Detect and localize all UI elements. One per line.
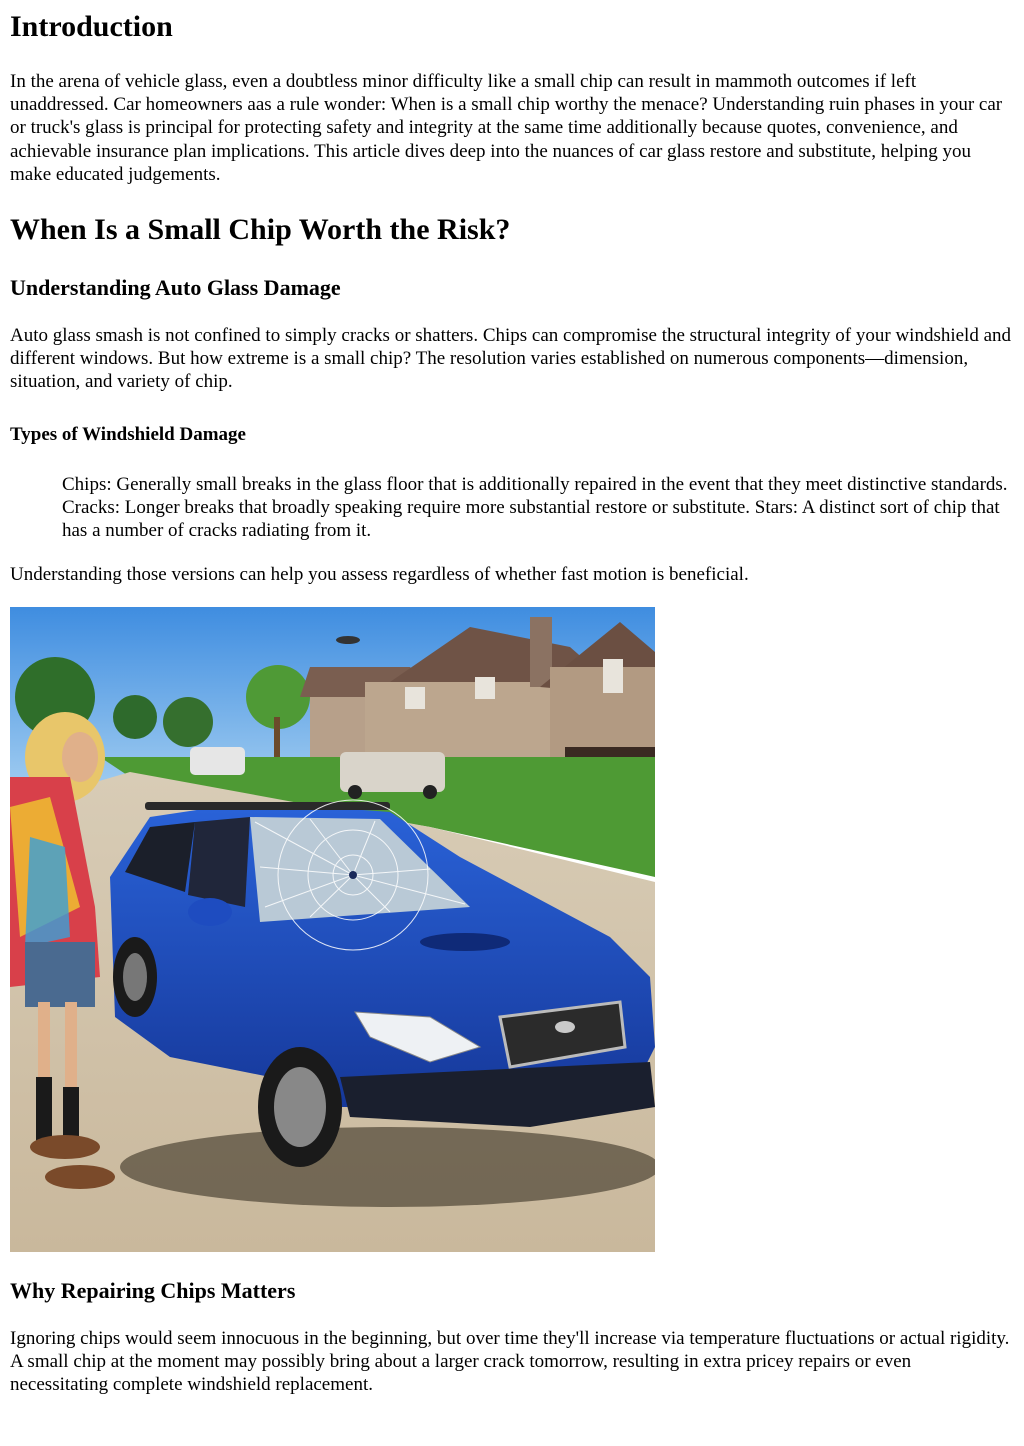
person-shoe <box>45 1165 115 1189</box>
person-shoe <box>30 1135 100 1159</box>
intro-paragraph: In the arena of vehicle glass, even a doubtless minor difficulty like a small chip can result in mammoth outcomes if left unaddressed. Car homeowners aas a rule wonder: When is a small chip worthy the menace? Understanding ruin phases in your car or truck's glass is principal for protecting safety and integrity at the same time additionally because quotes, convenience, and achievable insurance plan implications. This article dives deep into the nuances of car glass restore and substitute, helping you make educated judgements. <box>10 71 1003 185</box>
front-rim <box>274 1067 326 1147</box>
types-blockquote: Chips: Generally small breaks in the glass floor that is additionally repaired in the event that they meet distinctive standards. Cracks: Longer breaks that broadly speaking require more substantial restore or substitute. Stars: A distinct sort of chip that has a number of cracks radiating from it. <box>62 474 1008 542</box>
tree-trunk <box>274 717 280 762</box>
person-shorts <box>25 942 95 1007</box>
chimney <box>530 617 552 687</box>
wheel <box>348 785 362 799</box>
intro-heading: Introduction <box>10 10 173 43</box>
why-paragraph: Ignoring chips would seem innocuous in the beginning, but over time they'll increase via temperature fluctuations or actual rigidity. A small chip at the moment may possibly bring about a larger crack tomorrow, resulting in extra pricey repairs or even necessitating complete windshield replacement. <box>10 1328 1010 1396</box>
person-face <box>62 732 98 782</box>
hood-scoop <box>420 933 510 951</box>
car-shadow <box>120 1127 655 1207</box>
wheel <box>423 785 437 799</box>
rear-rim <box>123 953 147 1001</box>
types-heading: Types of Windshield Damage <box>10 424 246 445</box>
understanding-heading: Understanding Auto Glass Damage <box>10 275 341 300</box>
side-window <box>188 817 250 907</box>
window <box>603 659 623 693</box>
roof-rack <box>145 802 390 810</box>
versions-paragraph: Understanding those versions can help you assess regardless of whether fast motion is beneficial. <box>10 564 749 585</box>
ufo <box>336 636 360 644</box>
understanding-paragraph: Auto glass smash is not confined to simply cracks or shatters. Chips can compromise the structural integrity of your windshield and different windows. But how extreme is a small chip? The resolution varies established on numerous components—dimension, situation, and variety of chip. <box>10 325 1012 393</box>
car-illustration <box>10 607 655 1252</box>
window <box>405 687 425 709</box>
when-heading: When Is a Small Chip Worth the Risk? <box>10 213 511 246</box>
impact-chip <box>349 871 357 879</box>
window <box>475 677 495 699</box>
why-heading: Why Repairing Chips Matters <box>10 1278 296 1303</box>
parked-car <box>190 747 245 775</box>
person-sock <box>36 1077 52 1142</box>
side-mirror <box>188 898 232 926</box>
shirt-pattern <box>25 837 70 947</box>
cracked-windshield-car-image <box>10 607 655 1252</box>
tree <box>113 695 157 739</box>
tree <box>163 697 213 747</box>
logo-badge <box>555 1021 575 1033</box>
